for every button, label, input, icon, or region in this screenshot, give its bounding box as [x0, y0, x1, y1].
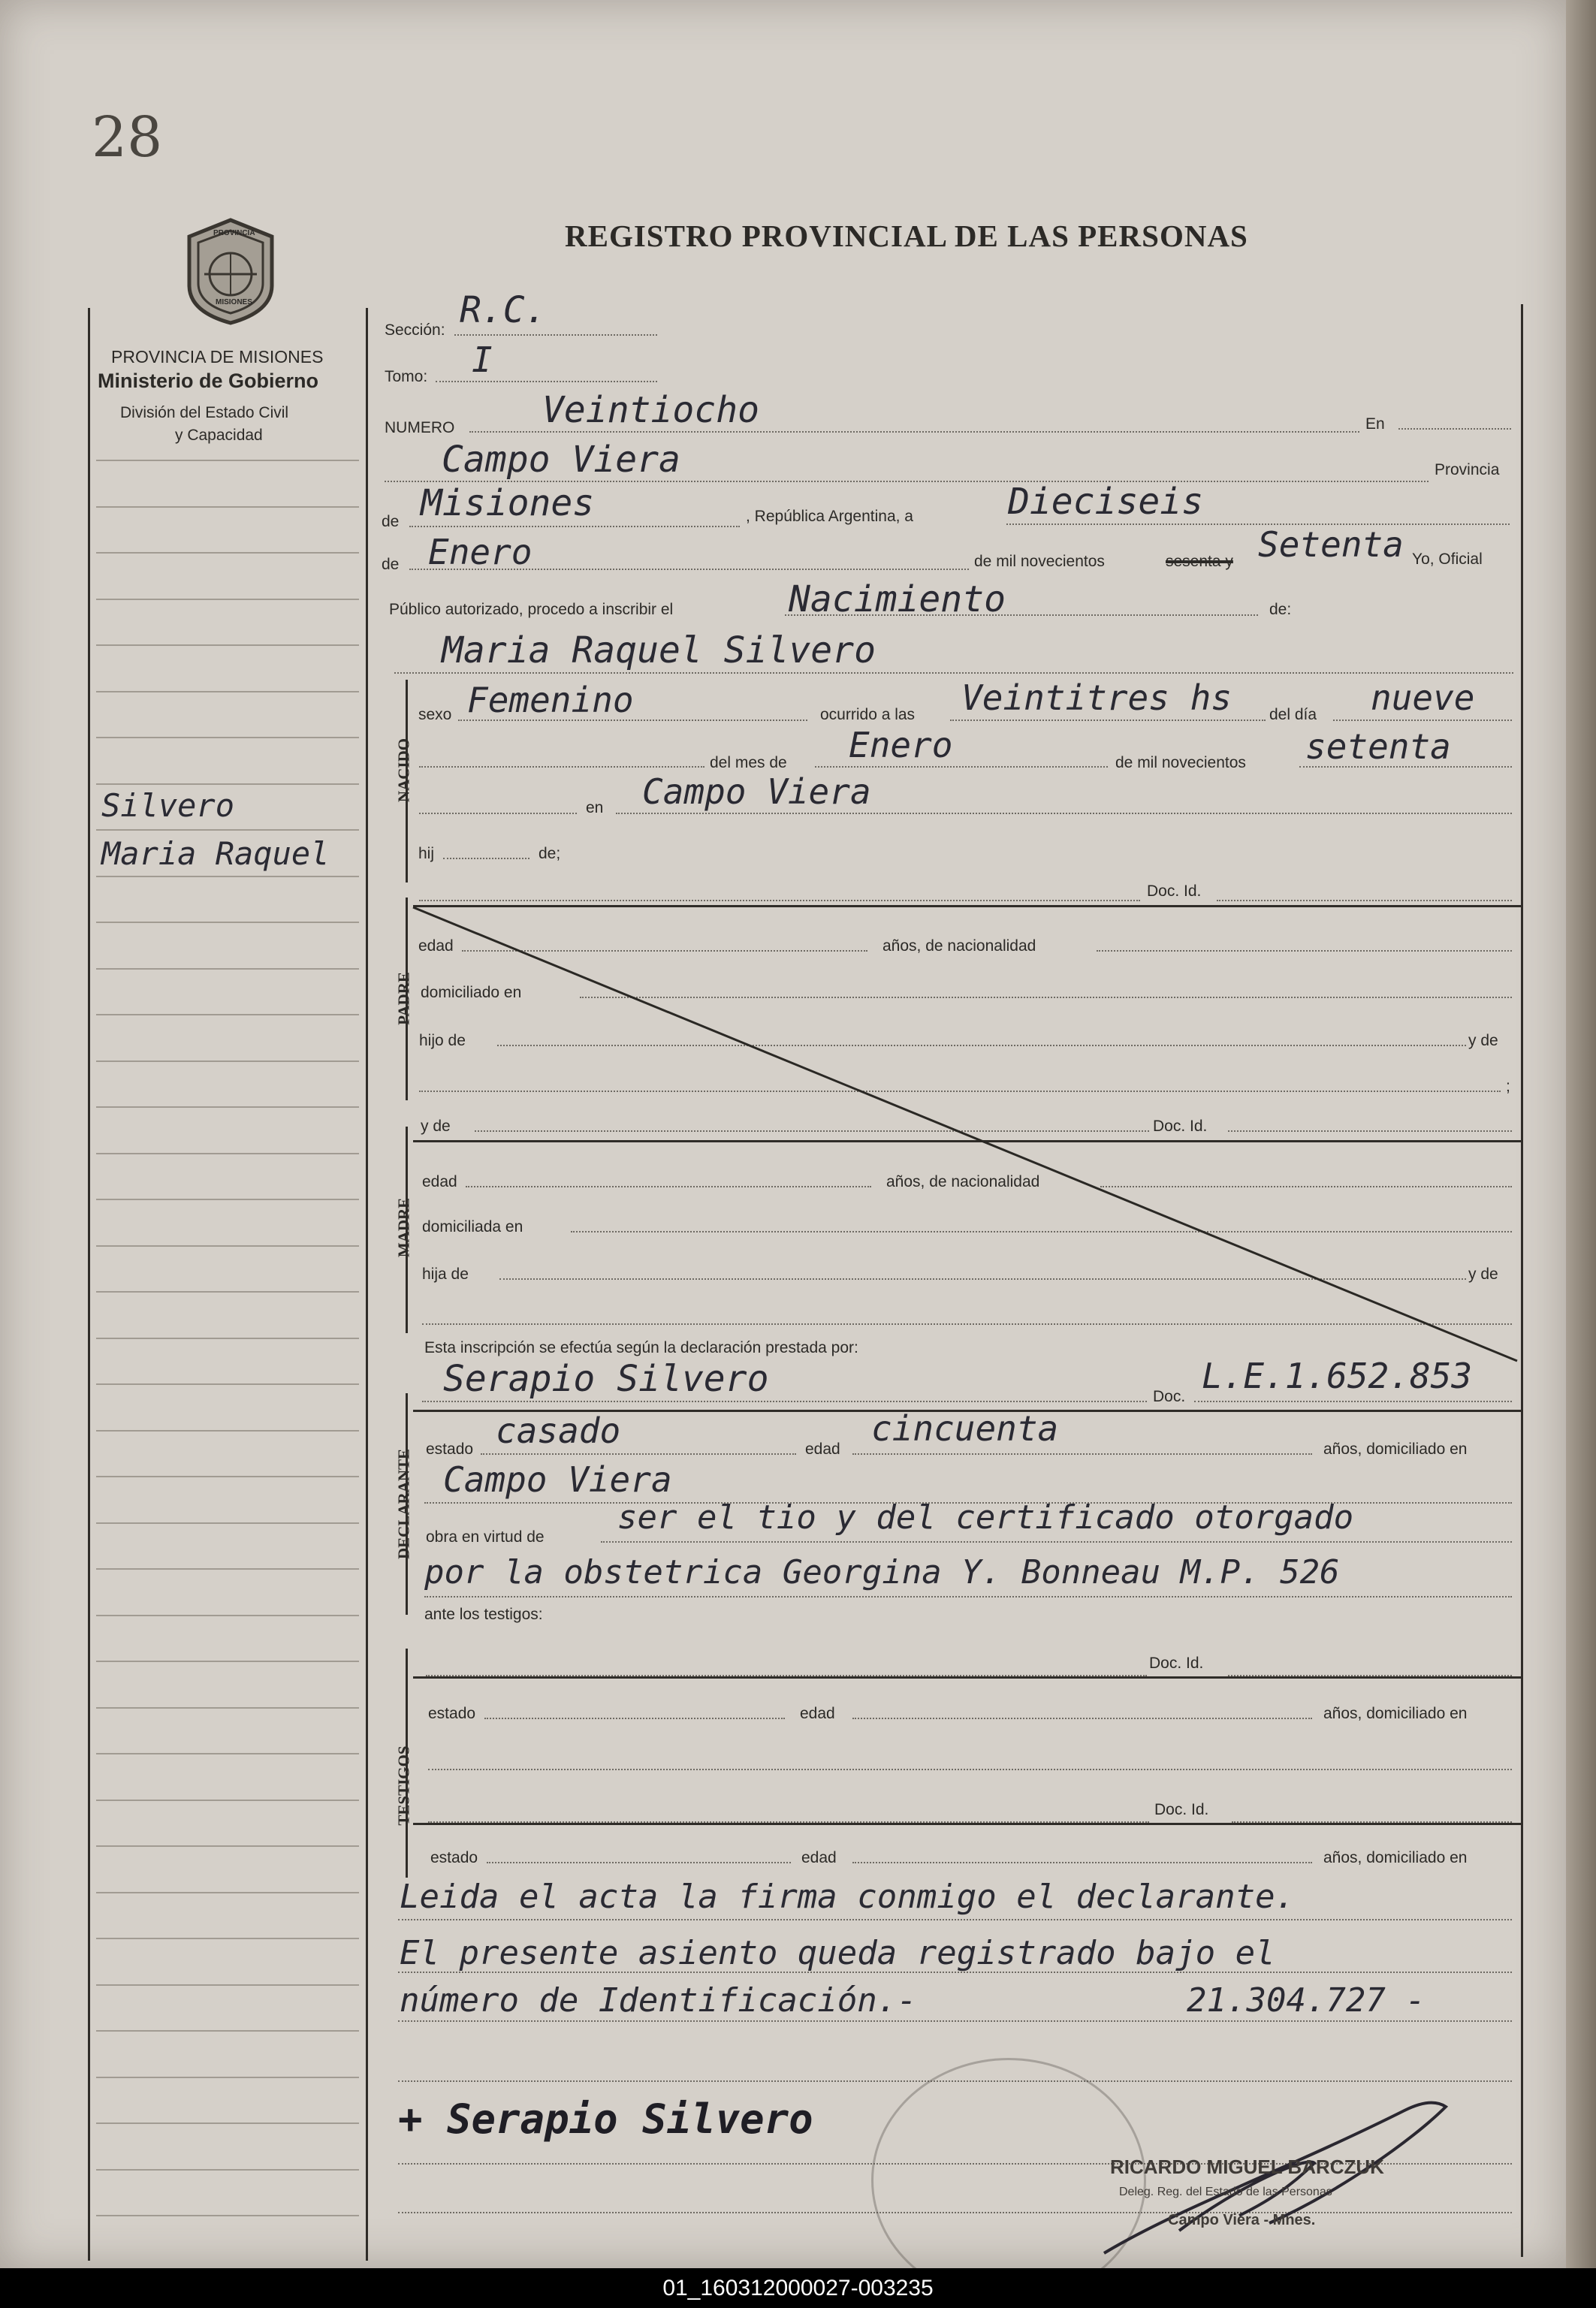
testigo2-edad-line — [852, 1862, 1312, 1863]
testigo1-edad-line — [852, 1718, 1312, 1719]
margin-rule-line — [96, 460, 359, 461]
en-lugar-label: en — [586, 799, 604, 816]
margin-rule-line — [96, 2077, 359, 2078]
margin-surname: Silvero — [101, 787, 235, 824]
margin-rule-line — [96, 1753, 359, 1754]
tomo-label: Tomo: — [385, 368, 428, 385]
testigo1-dom-line — [428, 1769, 1512, 1770]
testigo2-dom-label: años, domiciliado en — [1323, 1849, 1468, 1866]
de-label-1: de — [382, 513, 400, 530]
sexo-value: Femenino — [467, 680, 634, 720]
declarante-doc-line — [1194, 1401, 1512, 1402]
image-identifier: 01_160312000027-003235 — [0, 2268, 1596, 2308]
margin-rule-line — [96, 1661, 359, 1662]
division-label-2: y Capacidad — [175, 427, 263, 444]
obra-value-1: ser el tio y del certificado otorgado — [617, 1498, 1354, 1537]
margin-rule-line — [96, 506, 359, 508]
margin-rule-line — [96, 599, 359, 600]
nacido-doc-label: Doc. Id. — [1147, 882, 1202, 900]
edad-decl-value: cincuenta — [871, 1408, 1059, 1449]
margin-rule-line — [96, 1707, 359, 1709]
margin-rule-line — [96, 644, 359, 646]
padre-section-label: PADRE — [394, 972, 413, 1025]
padre-doc-label: Doc. Id. — [1153, 1118, 1208, 1135]
numero-value: Veintiocho — [542, 389, 759, 431]
margin-rule-line — [96, 1430, 359, 1432]
declarante-doc-value: L.E.1.652.853 — [1202, 1356, 1473, 1396]
margin-rule-line — [96, 2030, 359, 2032]
testigo2-estado-line — [487, 1862, 791, 1863]
edad-decl-line — [852, 1453, 1312, 1455]
margin-rule-line — [96, 1568, 359, 1570]
margin-rule-line — [96, 1984, 359, 1986]
closing-line-3 — [398, 2020, 1512, 2022]
de-mil-nov-label: de mil novecientos — [1115, 754, 1246, 771]
page-number: 28 — [92, 105, 163, 170]
madre-edad-label: edad — [422, 1173, 457, 1190]
margin-rule-line — [96, 737, 359, 738]
estado-line — [481, 1453, 796, 1455]
declarante-name-line — [422, 1401, 1147, 1402]
edad-decl-label: edad — [805, 1441, 840, 1458]
testigo1-edad-label: edad — [800, 1705, 835, 1722]
ante-testigos-label: ante los testigos: — [424, 1606, 543, 1623]
margin-rule-line — [96, 691, 359, 692]
de-mil-label: de mil novecientos — [974, 553, 1105, 570]
hij-label: hij — [418, 845, 435, 862]
margin-rule-line — [96, 968, 359, 970]
margin-rule-line — [96, 1800, 359, 1801]
margin-rule-line — [96, 1522, 359, 1524]
estado-value: casado — [496, 1410, 621, 1451]
madre-section-label: MADRE — [394, 1197, 413, 1258]
margin-rule-line — [96, 1615, 359, 1616]
domicilio-decl-value: Campo Viera — [443, 1459, 672, 1500]
margin-rule-line — [96, 1060, 359, 1062]
margin-rule-line — [96, 1338, 359, 1339]
publico-label: Público autorizado, procedo a inscribir el — [389, 601, 674, 618]
margin-rule-line — [96, 552, 359, 554]
mes-nac-value: Enero — [849, 725, 953, 765]
doc-label: Doc. — [1153, 1388, 1186, 1405]
provincia-value: Misiones — [421, 482, 595, 524]
margin-rule-line — [96, 1245, 359, 1247]
inscripcion-label: Esta inscripción se efectúa según la declaración prestada por: — [424, 1339, 858, 1356]
testigo2-edad-label: edad — [801, 1849, 837, 1866]
struck-text: sesenta y — [1166, 553, 1233, 570]
obra-line-1 — [601, 1541, 1512, 1543]
obra-line-2 — [424, 1596, 1512, 1597]
del-mes-label: del mes de — [710, 754, 787, 771]
stamp-office: Deleg. Reg. del Estado de las Personas — [1119, 2186, 1332, 2198]
de-label-2: de — [382, 556, 400, 573]
testigo2-estado-label: estado — [430, 1849, 478, 1866]
page-title: REGISTRO PROVINCIAL DE LAS PERSONAS — [565, 219, 1248, 253]
estado-label: estado — [426, 1441, 474, 1458]
padre-hijo-label: hijo de — [419, 1032, 466, 1049]
division-label-1: División del Estado Civil — [120, 404, 289, 421]
madre-y-de-label: y de — [1468, 1266, 1498, 1283]
margin-rule-line — [96, 2122, 359, 2124]
margin-given-names: Maria Raquel — [101, 835, 330, 872]
book-edge — [1566, 0, 1596, 2268]
padre-y-de-label: y de — [1468, 1032, 1498, 1049]
margin-rule-line — [96, 1892, 359, 1893]
madre-nac-label: años, de nacionalidad — [886, 1173, 1040, 1190]
padre-semicolon: ; — [1506, 1078, 1510, 1095]
padre-y-de-2-label: y de — [421, 1118, 451, 1135]
nombre-value: Maria Raquel Silvero — [442, 629, 876, 671]
anos-dom-label: años, domiciliado en — [1323, 1441, 1468, 1458]
obra-label: obra en virtud de — [426, 1528, 545, 1546]
sexo-label: sexo — [418, 706, 452, 723]
padre-edad-label: edad — [418, 937, 454, 955]
margin-rule-line — [96, 829, 359, 831]
lugar-nac-value: Campo Viera — [642, 771, 871, 812]
ocurrido-label: ocurrido a las — [820, 706, 916, 723]
madre-dom-label: domiciliada en — [422, 1218, 523, 1235]
nacido-section-label: NACIDO — [394, 738, 413, 803]
testigo1-dom-label: años, domiciliado en — [1323, 1705, 1468, 1722]
obra-value-2: por la obstetrica Georgina Y. Bonneau M.P. 526 — [424, 1553, 1340, 1591]
del-dia-label: del día — [1269, 706, 1317, 723]
margin-rule-line — [96, 1291, 359, 1293]
testigo2-doc-label: Doc. Id. — [1154, 1801, 1209, 1818]
lugar-value: Campo Viera — [442, 439, 680, 481]
closing-text-1: Leida el acta la firma conmigo el declarante. — [400, 1878, 1296, 1916]
madre-hija-label: hija de — [422, 1266, 469, 1283]
margin-rule-line — [96, 1153, 359, 1154]
margin-rule-line — [96, 1476, 359, 1477]
id-number-value: 21.304.727 - — [1187, 1981, 1426, 2020]
de-semi-label: de; — [539, 845, 561, 862]
closing-text-3: número de Identificación.- — [400, 1981, 917, 2020]
testigo1-rule — [413, 1676, 1521, 1679]
margin-rule-line — [96, 1845, 359, 1847]
tomo-value: I — [472, 339, 493, 380]
margin-rule-line — [96, 1938, 359, 1939]
province-label: PROVINCIA DE MISIONES — [111, 347, 324, 367]
republica-label: , República Argentina, a — [746, 508, 913, 525]
testigo1-estado-line — [484, 1718, 785, 1719]
provincia-label: Provincia — [1435, 461, 1500, 478]
margin-rule-line — [96, 1014, 359, 1015]
margin-rule-line — [96, 1199, 359, 1200]
dia-value: Dieciseis — [1008, 481, 1204, 523]
closing-line-1 — [398, 1919, 1512, 1920]
acto-value: Nacimiento — [789, 578, 1006, 620]
seal-top-text: PROVINCIA — [213, 229, 255, 237]
closing-text-2: El presente asiento queda registrado bajo el — [400, 1934, 1275, 1972]
testigo2-rule — [413, 1823, 1521, 1825]
seccion-label: Sección: — [385, 321, 445, 339]
mes-value: Enero — [428, 532, 533, 572]
margin-rule-line — [96, 1106, 359, 1108]
stamp-name: RICARDO MIGUEL BARCZUK — [1110, 2156, 1384, 2178]
anio-nac-value: setenta — [1305, 726, 1451, 767]
margin-rule-line — [96, 2215, 359, 2216]
declarante-section-label: DECLARANTE — [394, 1448, 413, 1560]
seccion-value: R.C. — [460, 289, 547, 331]
dia-nac-value: nueve — [1371, 677, 1475, 718]
declarante-signature: + Serapio Silvero — [398, 2095, 813, 2143]
testigo1-doc-label: Doc. Id. — [1149, 1655, 1204, 1672]
numero-label: NUMERO — [385, 419, 455, 436]
margin-rule-line — [96, 1383, 359, 1385]
en-label: En — [1365, 415, 1385, 433]
padre-nac-label: años, de nacionalidad — [882, 937, 1036, 955]
testigo1-estado-label: estado — [428, 1705, 476, 1722]
margin-rule-line — [96, 2169, 359, 2171]
declarante-name-value: Serapio Silvero — [443, 1358, 769, 1400]
margin-rule-line — [96, 876, 359, 877]
margin-rule-line — [96, 783, 359, 785]
ministry-label: Ministerio de Gobierno — [98, 370, 319, 392]
de-colon-label: de: — [1269, 601, 1292, 618]
testigos-section-label: TESTIGOS — [394, 1745, 413, 1826]
margin-rule-line — [96, 922, 359, 923]
anio-value: Setenta — [1258, 524, 1404, 565]
seal-bottom-text: MISIONES — [216, 298, 252, 306]
hora-value: Veintitres hs — [961, 677, 1232, 718]
stamp-place: Campo Viera - Mnes. — [1168, 2212, 1316, 2228]
padre-dom-label: domiciliado en — [421, 984, 522, 1001]
yo-oficial-label: Yo, Oficial — [1412, 551, 1483, 568]
